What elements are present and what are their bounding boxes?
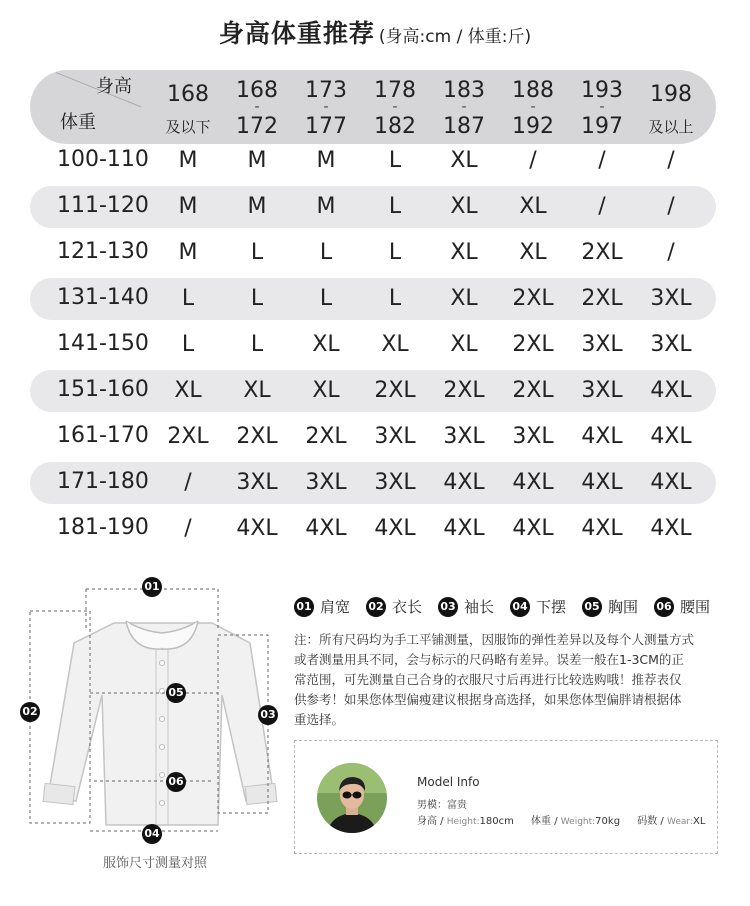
size-cell: 2XL (581, 240, 623, 265)
size-cell: L (250, 240, 264, 265)
weight-range: 141-150 (57, 331, 149, 356)
legend-label: 衣长 (392, 598, 423, 616)
size-cell: 3XL (305, 470, 347, 495)
weight-range: 181-190 (57, 515, 149, 540)
height-bottom: 及以下 (165, 118, 211, 136)
size-cell: 4XL (650, 378, 692, 403)
size-note (294, 630, 724, 730)
height-range-dash: - (323, 99, 329, 115)
size-cell: 4XL (650, 516, 692, 541)
weight-value: 70kg (595, 816, 621, 827)
height-top: 178 (374, 78, 416, 103)
weight-label: 体重 / (531, 816, 561, 827)
size-cell: 3XL (581, 378, 623, 403)
measurement-marker: 01 (142, 577, 162, 597)
model-info-card (294, 740, 718, 854)
size-cell: 4XL (581, 470, 623, 495)
size-cell: 3XL (512, 424, 554, 449)
height-column-header (360, 72, 430, 142)
size-cell: M (247, 148, 267, 173)
size-cell: 4XL (512, 516, 554, 541)
legend-item (438, 596, 494, 617)
size-cell: 4XL (581, 516, 623, 541)
size-cell: 3XL (650, 286, 692, 311)
height-column-header (498, 72, 568, 142)
legend-label: 下摆 (536, 598, 567, 616)
weight-range: 151-160 (57, 377, 149, 402)
title-main: 身高体重推荐 (218, 19, 375, 48)
size-cell: / (184, 516, 192, 541)
height-value: 180cm (479, 816, 514, 827)
size-cell: M (178, 194, 198, 219)
size-cell: / (667, 240, 675, 265)
size-cell: XL (243, 378, 271, 403)
size-cell: M (247, 194, 267, 219)
legend-number: 05 (582, 597, 602, 617)
table-row (30, 186, 716, 228)
note-line: 重选择。 (294, 712, 345, 727)
legend-number: 02 (366, 597, 386, 617)
measurement-marker: 03 (258, 705, 278, 725)
height-top: 168 (167, 82, 209, 107)
size-cell: L (181, 332, 195, 357)
height-range-dash: - (254, 99, 260, 115)
height-bottom: 182 (374, 114, 416, 139)
title-sub: (身高:cm / 体重:斤) (378, 27, 532, 47)
table-row (30, 140, 716, 182)
size-cell: 2XL (512, 286, 554, 311)
legend-number: 03 (438, 597, 458, 617)
measurement-legend (294, 596, 724, 618)
height-label: 身高 / (417, 816, 447, 827)
size-cell: 2XL (374, 378, 416, 403)
model-stats (417, 812, 719, 827)
height-top: 188 (512, 78, 554, 103)
table-row (30, 370, 716, 412)
legend-label: 胸围 (608, 598, 639, 616)
table-row (30, 508, 716, 550)
legend-item (582, 596, 638, 617)
legend-number: 06 (654, 597, 674, 617)
height-column-header (567, 72, 637, 142)
diagram-caption: 服饰尺寸测量对照 (102, 856, 207, 871)
legend-item (294, 596, 350, 617)
measurement-marker: 02 (20, 702, 40, 722)
height-column-header (429, 72, 499, 142)
model-name: 男模：富贵 (417, 800, 467, 811)
corner-weight-label: 体重 (60, 112, 96, 133)
measurement-marker: 04 (142, 824, 162, 844)
size-cell: 2XL (512, 332, 554, 357)
height-column-header (636, 72, 706, 142)
size-cell: XL (450, 240, 478, 265)
height-top: 173 (305, 78, 347, 103)
size-cell: XL (519, 194, 547, 219)
height-label-en: Height: (446, 817, 480, 827)
note-line: 常范围，可先测量自己合身的衣服尺寸后再进行比较选购哦！推荐表仅 (294, 672, 682, 687)
measurement-marker: 06 (166, 772, 186, 792)
size-cell: 2XL (305, 424, 347, 449)
size-cell: L (319, 240, 333, 265)
size-cell: / (667, 194, 675, 219)
height-column-header (291, 72, 361, 142)
height-range-dash: - (530, 99, 536, 115)
height-bottom: 192 (512, 114, 554, 139)
size-cell: XL (450, 194, 478, 219)
table-row (30, 462, 716, 504)
height-top: 183 (443, 78, 485, 103)
weight-label-en: Weight: (560, 817, 596, 827)
weight-range: 100-110 (57, 147, 149, 172)
legend-label: 腰围 (680, 598, 711, 616)
size-cell: XL (450, 148, 478, 173)
height-range-dash: - (461, 99, 467, 115)
size-cell: 3XL (236, 470, 278, 495)
size-cell: / (184, 470, 192, 495)
legend-label: 肩宽 (320, 598, 351, 616)
size-cell: 3XL (650, 332, 692, 357)
note-line: 供参考！如果您体型偏瘦建议根据身高选择，如果您体型偏胖请根据体 (294, 692, 682, 707)
height-top: 198 (650, 82, 692, 107)
size-cell: M (316, 148, 336, 173)
size-cell: 3XL (374, 470, 416, 495)
size-value: XL (692, 816, 706, 827)
height-bottom: 177 (305, 114, 347, 139)
height-bottom: 187 (443, 114, 485, 139)
size-cell: / (598, 194, 606, 219)
legend-item (654, 596, 710, 617)
size-cell: 4XL (443, 470, 485, 495)
size-cell: 4XL (305, 516, 347, 541)
size-cell: M (316, 194, 336, 219)
size-cell: 4XL (650, 470, 692, 495)
height-top: 168 (236, 78, 278, 103)
weight-range: 121-130 (57, 239, 149, 264)
size-cell: 2XL (443, 378, 485, 403)
size-cell: L (388, 148, 402, 173)
measurement-marker: 05 (166, 683, 186, 703)
model-avatar (317, 763, 387, 833)
model-info-title: Model Info (417, 775, 480, 789)
size-cell: / (529, 148, 537, 173)
size-cell: XL (450, 286, 478, 311)
size-cell: 3XL (581, 332, 623, 357)
weight-range: 131-140 (57, 285, 149, 310)
size-cell: M (178, 240, 198, 265)
size-cell: 2XL (581, 286, 623, 311)
size-cell: L (388, 194, 402, 219)
size-cell: L (319, 286, 333, 311)
size-cell: 4XL (650, 424, 692, 449)
note-line: 或者测量用具不同，会与标示的尺码略有差异。误差一般在1-3CM的正 (294, 652, 684, 667)
shirt-measurement-diagram (22, 575, 282, 835)
size-cell: 4XL (581, 424, 623, 449)
table-row (30, 324, 716, 366)
page-title (0, 14, 750, 50)
legend-label: 袖长 (464, 598, 495, 616)
size-cell: L (250, 332, 264, 357)
size-cell: XL (312, 378, 340, 403)
height-range-dash: - (392, 99, 398, 115)
size-cell: / (667, 148, 675, 173)
size-cell: XL (519, 240, 547, 265)
weight-range: 161-170 (57, 423, 149, 448)
size-cell: L (181, 286, 195, 311)
size-cell: M (178, 148, 198, 173)
height-bottom: 172 (236, 114, 278, 139)
size-cell: 2XL (512, 378, 554, 403)
size-cell: 2XL (167, 424, 209, 449)
size-cell: 3XL (443, 424, 485, 449)
size-cell: 4XL (374, 516, 416, 541)
size-cell: 4XL (236, 516, 278, 541)
note-line: 注：所有尺码均为手工平铺测量，因服饰的弹性差异以及每个人测量方式 (294, 632, 695, 647)
weight-range: 171-180 (57, 469, 149, 494)
size-cell: / (598, 148, 606, 173)
size-label: 码数 / (637, 816, 667, 827)
size-cell: 2XL (236, 424, 278, 449)
legend-number: 04 (510, 597, 530, 617)
height-range-dash: - (599, 99, 605, 115)
height-column-header (222, 72, 292, 142)
legend-number: 01 (294, 597, 314, 617)
size-cell: L (250, 286, 264, 311)
size-cell: 3XL (374, 424, 416, 449)
size-cell: XL (381, 332, 409, 357)
height-bottom: 及以上 (648, 118, 694, 136)
size-label-en: Wear: (666, 817, 693, 827)
size-cell: L (388, 240, 402, 265)
corner-height-label: 身高 (96, 76, 132, 97)
height-bottom: 197 (581, 114, 623, 139)
table-row (30, 416, 716, 458)
size-cell: XL (174, 378, 202, 403)
height-top: 193 (581, 78, 623, 103)
size-cell: XL (312, 332, 340, 357)
size-cell: L (388, 286, 402, 311)
legend-item (510, 596, 566, 617)
table-row (30, 278, 716, 320)
size-cell: 4XL (443, 516, 485, 541)
table-row (30, 232, 716, 274)
height-column-header (153, 72, 223, 142)
weight-range: 111-120 (57, 193, 149, 218)
size-cell: XL (450, 332, 478, 357)
legend-item (366, 596, 422, 617)
size-cell: 4XL (512, 470, 554, 495)
